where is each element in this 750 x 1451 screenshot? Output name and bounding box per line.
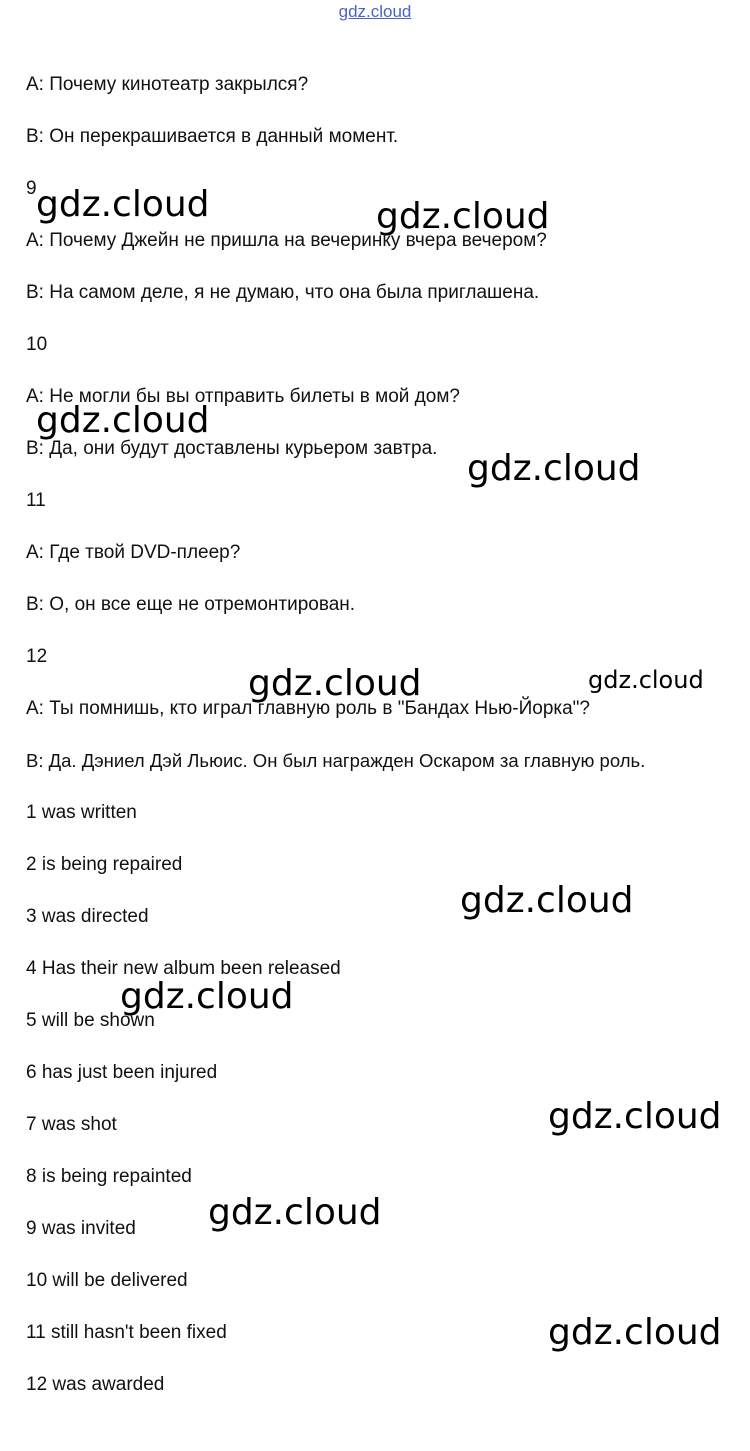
answer-line: 12 was awarded <box>26 1374 165 1395</box>
answer-line: 1 was written <box>26 802 137 823</box>
watermark-text: gdz.cloud <box>460 880 634 921</box>
answer-line: 5 will be shown <box>26 1010 155 1031</box>
dialogue-line: B: Да. Дэниел Дэй Льюис. Он был награжден Оскаром за главную роль. <box>26 750 646 771</box>
answer-line: 11 still hasn't been fixed <box>26 1322 227 1343</box>
dialogue-line: A: Где твой DVD-плеер? <box>26 542 241 563</box>
dialogue-line: A: Почему кинотеатр закрылся? <box>26 74 309 95</box>
item-number: 10 <box>26 334 48 355</box>
answer-line: 4 Has their new album been released <box>26 958 341 979</box>
watermark-text: gdz.cloud <box>548 1312 722 1353</box>
answer-line: 10 will be delivered <box>26 1270 188 1291</box>
dialogue-line: A: Почему Джейн не пришла на вечеринку вчера вечером? <box>26 230 547 251</box>
watermark-text: gdz.cloud <box>120 976 294 1017</box>
answer-line: 9 was invited <box>26 1218 136 1239</box>
watermark-text: gdz.cloud <box>376 196 550 237</box>
dialogue-line: B: Да, они будут доставлены курьером завтра. <box>26 438 438 459</box>
watermark-text: gdz.cloud <box>248 663 422 704</box>
dialogue-line: A: Не могли бы вы отправить билеты в мой дом? <box>26 386 460 407</box>
watermark-text: gdz.cloud <box>548 1096 722 1137</box>
dialogue-line: B: На самом деле, я не думаю, что она была приглашена. <box>26 282 540 303</box>
item-number: 9 <box>26 178 37 199</box>
item-number: 12 <box>26 646 48 667</box>
answer-line: 3 was directed <box>26 906 149 927</box>
watermark-text: gdz.cloud <box>36 400 210 441</box>
answer-line: 6 has just been injured <box>26 1062 218 1083</box>
answer-line: 8 is being repainted <box>26 1166 192 1187</box>
watermark-text: gdz.cloud <box>208 1192 382 1233</box>
answer-line: 7 was shot <box>26 1114 117 1135</box>
header-site-link[interactable]: gdz.cloud <box>338 2 412 21</box>
dialogue-line: B: О, он все еще не отремонтирован. <box>26 594 356 615</box>
dialogue-line: A: Ты помнишь, кто играл главную роль в "Бандах Нью-Йорка"? <box>26 698 590 719</box>
answer-line: 2 is being repaired <box>26 854 183 875</box>
dialogue-line: B: Он перекрашивается в данный момент. <box>26 126 399 147</box>
watermark-text: gdz.cloud <box>36 184 210 225</box>
watermark-text: gdz.cloud <box>588 666 704 694</box>
watermark-text: gdz.cloud <box>467 448 641 489</box>
item-number: 11 <box>26 490 46 511</box>
